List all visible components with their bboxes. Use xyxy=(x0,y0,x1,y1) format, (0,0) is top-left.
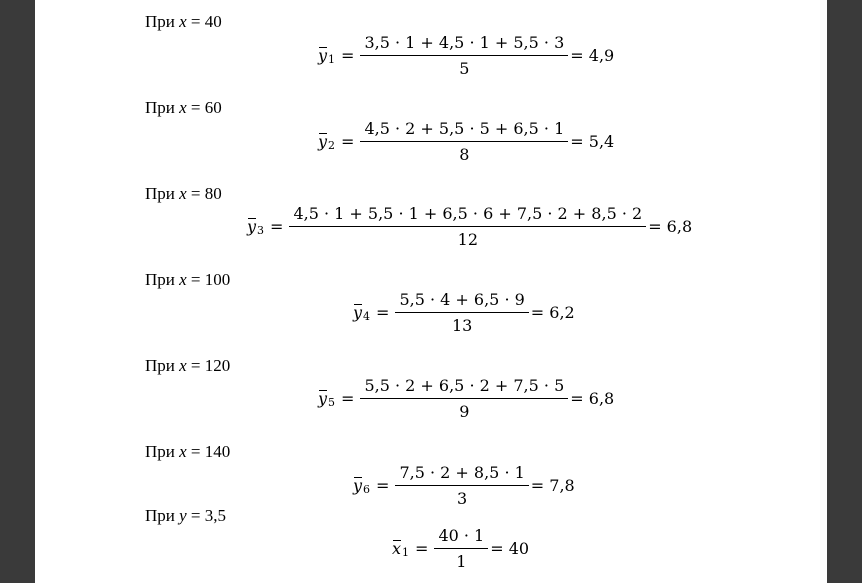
condition-line xyxy=(145,270,230,290)
formula-lhs xyxy=(353,303,370,322)
fraction-numerator: 7,5 · 2 + 8,5 · 1 xyxy=(399,463,525,482)
mean-variable: y xyxy=(318,46,328,65)
mean-variable: y xyxy=(247,217,257,236)
condition-variable: x xyxy=(179,270,187,289)
equals-sign: = xyxy=(341,389,355,408)
condition-line xyxy=(145,356,230,376)
condition-prefix: При xyxy=(145,12,175,31)
condition-value: = 40 xyxy=(190,12,222,31)
condition-line xyxy=(145,442,230,462)
mean-subscript: 4 xyxy=(363,310,371,323)
mean-subscript: 1 xyxy=(328,53,336,66)
condition-line xyxy=(145,506,226,526)
formula xyxy=(247,204,692,249)
condition-variable: x xyxy=(179,442,187,461)
mean-subscript: 3 xyxy=(257,224,265,237)
condition-line xyxy=(145,184,222,204)
equals-sign: = xyxy=(341,132,355,151)
condition-variable: x xyxy=(179,356,187,375)
fraction-numerator: 3,5 · 1 + 4,5 · 1 + 5,5 · 3 xyxy=(364,33,565,52)
condition-prefix: При xyxy=(145,184,175,203)
equals-sign: = xyxy=(376,476,390,495)
formula-result: = 4,9 xyxy=(570,46,615,65)
fraction-denominator: 9 xyxy=(360,398,568,421)
fraction-numerator: 4,5 · 2 + 5,5 · 5 + 6,5 · 1 xyxy=(364,119,565,138)
formula xyxy=(318,33,614,78)
fraction xyxy=(360,376,568,421)
fraction-denominator: 1 xyxy=(434,548,488,571)
formula-result: = 7,8 xyxy=(530,476,575,495)
formula xyxy=(392,526,529,571)
fraction-denominator: 8 xyxy=(360,141,568,164)
mean-variable: y xyxy=(353,303,363,322)
condition-variable: x xyxy=(179,184,187,203)
formula-lhs xyxy=(353,476,370,495)
condition-line xyxy=(145,12,222,32)
condition-prefix: При xyxy=(145,356,175,375)
formula-result: = 6,8 xyxy=(570,389,615,408)
formula-result: = 6,8 xyxy=(648,217,693,236)
condition-variable: y xyxy=(179,506,187,525)
condition-value: = 80 xyxy=(190,184,222,203)
equals-sign: = xyxy=(376,303,390,322)
mean-subscript: 5 xyxy=(328,396,336,409)
formula xyxy=(318,119,614,164)
formula xyxy=(318,376,614,421)
mean-subscript: 2 xyxy=(328,139,336,152)
condition-prefix: При xyxy=(145,506,175,525)
formula-lhs xyxy=(318,46,335,65)
condition-variable: x xyxy=(179,98,187,117)
document-page xyxy=(35,0,827,583)
fraction-denominator: 3 xyxy=(395,485,528,508)
formula-result: = 40 xyxy=(490,539,530,558)
formula-lhs xyxy=(392,539,409,558)
condition-value: = 140 xyxy=(190,442,231,461)
formula-lhs xyxy=(318,389,335,408)
condition-prefix: При xyxy=(145,270,175,289)
fraction-denominator: 12 xyxy=(289,226,646,249)
condition-value: = 120 xyxy=(190,356,231,375)
fraction xyxy=(395,290,528,335)
formula-lhs xyxy=(247,217,264,236)
fraction xyxy=(434,526,488,571)
fraction-numerator: 5,5 · 2 + 6,5 · 2 + 7,5 · 5 xyxy=(364,376,565,395)
fraction xyxy=(395,463,528,508)
formula xyxy=(353,290,575,335)
condition-value: = 3,5 xyxy=(190,506,227,525)
fraction xyxy=(360,33,568,78)
fraction-numerator: 5,5 · 4 + 6,5 · 9 xyxy=(399,290,525,309)
mean-subscript: 6 xyxy=(363,483,371,496)
formula-result: = 5,4 xyxy=(570,132,615,151)
mean-variable: y xyxy=(318,389,328,408)
fraction xyxy=(289,204,646,249)
formula-result: = 6,2 xyxy=(530,303,575,322)
fraction-numerator: 4,5 · 1 + 5,5 · 1 + 6,5 · 6 + 7,5 · 2 + 8,5 · 2 xyxy=(293,204,643,223)
equals-sign: = xyxy=(415,539,429,558)
mean-variable: y xyxy=(318,132,328,151)
condition-prefix: При xyxy=(145,98,175,117)
fraction-numerator: 40 · 1 xyxy=(438,526,485,545)
mean-variable: y xyxy=(353,476,363,495)
mean-variable: x xyxy=(392,539,402,558)
fraction-denominator: 5 xyxy=(360,55,568,78)
formula xyxy=(353,463,575,508)
condition-prefix: При xyxy=(145,442,175,461)
equals-sign: = xyxy=(270,217,284,236)
condition-line xyxy=(145,98,222,118)
fraction xyxy=(360,119,568,164)
formula-lhs xyxy=(318,132,335,151)
mean-subscript: 1 xyxy=(402,546,410,559)
condition-variable: x xyxy=(179,12,187,31)
fraction-denominator: 13 xyxy=(395,312,528,335)
equals-sign: = xyxy=(341,46,355,65)
condition-value: = 60 xyxy=(190,98,222,117)
condition-value: = 100 xyxy=(190,270,231,289)
